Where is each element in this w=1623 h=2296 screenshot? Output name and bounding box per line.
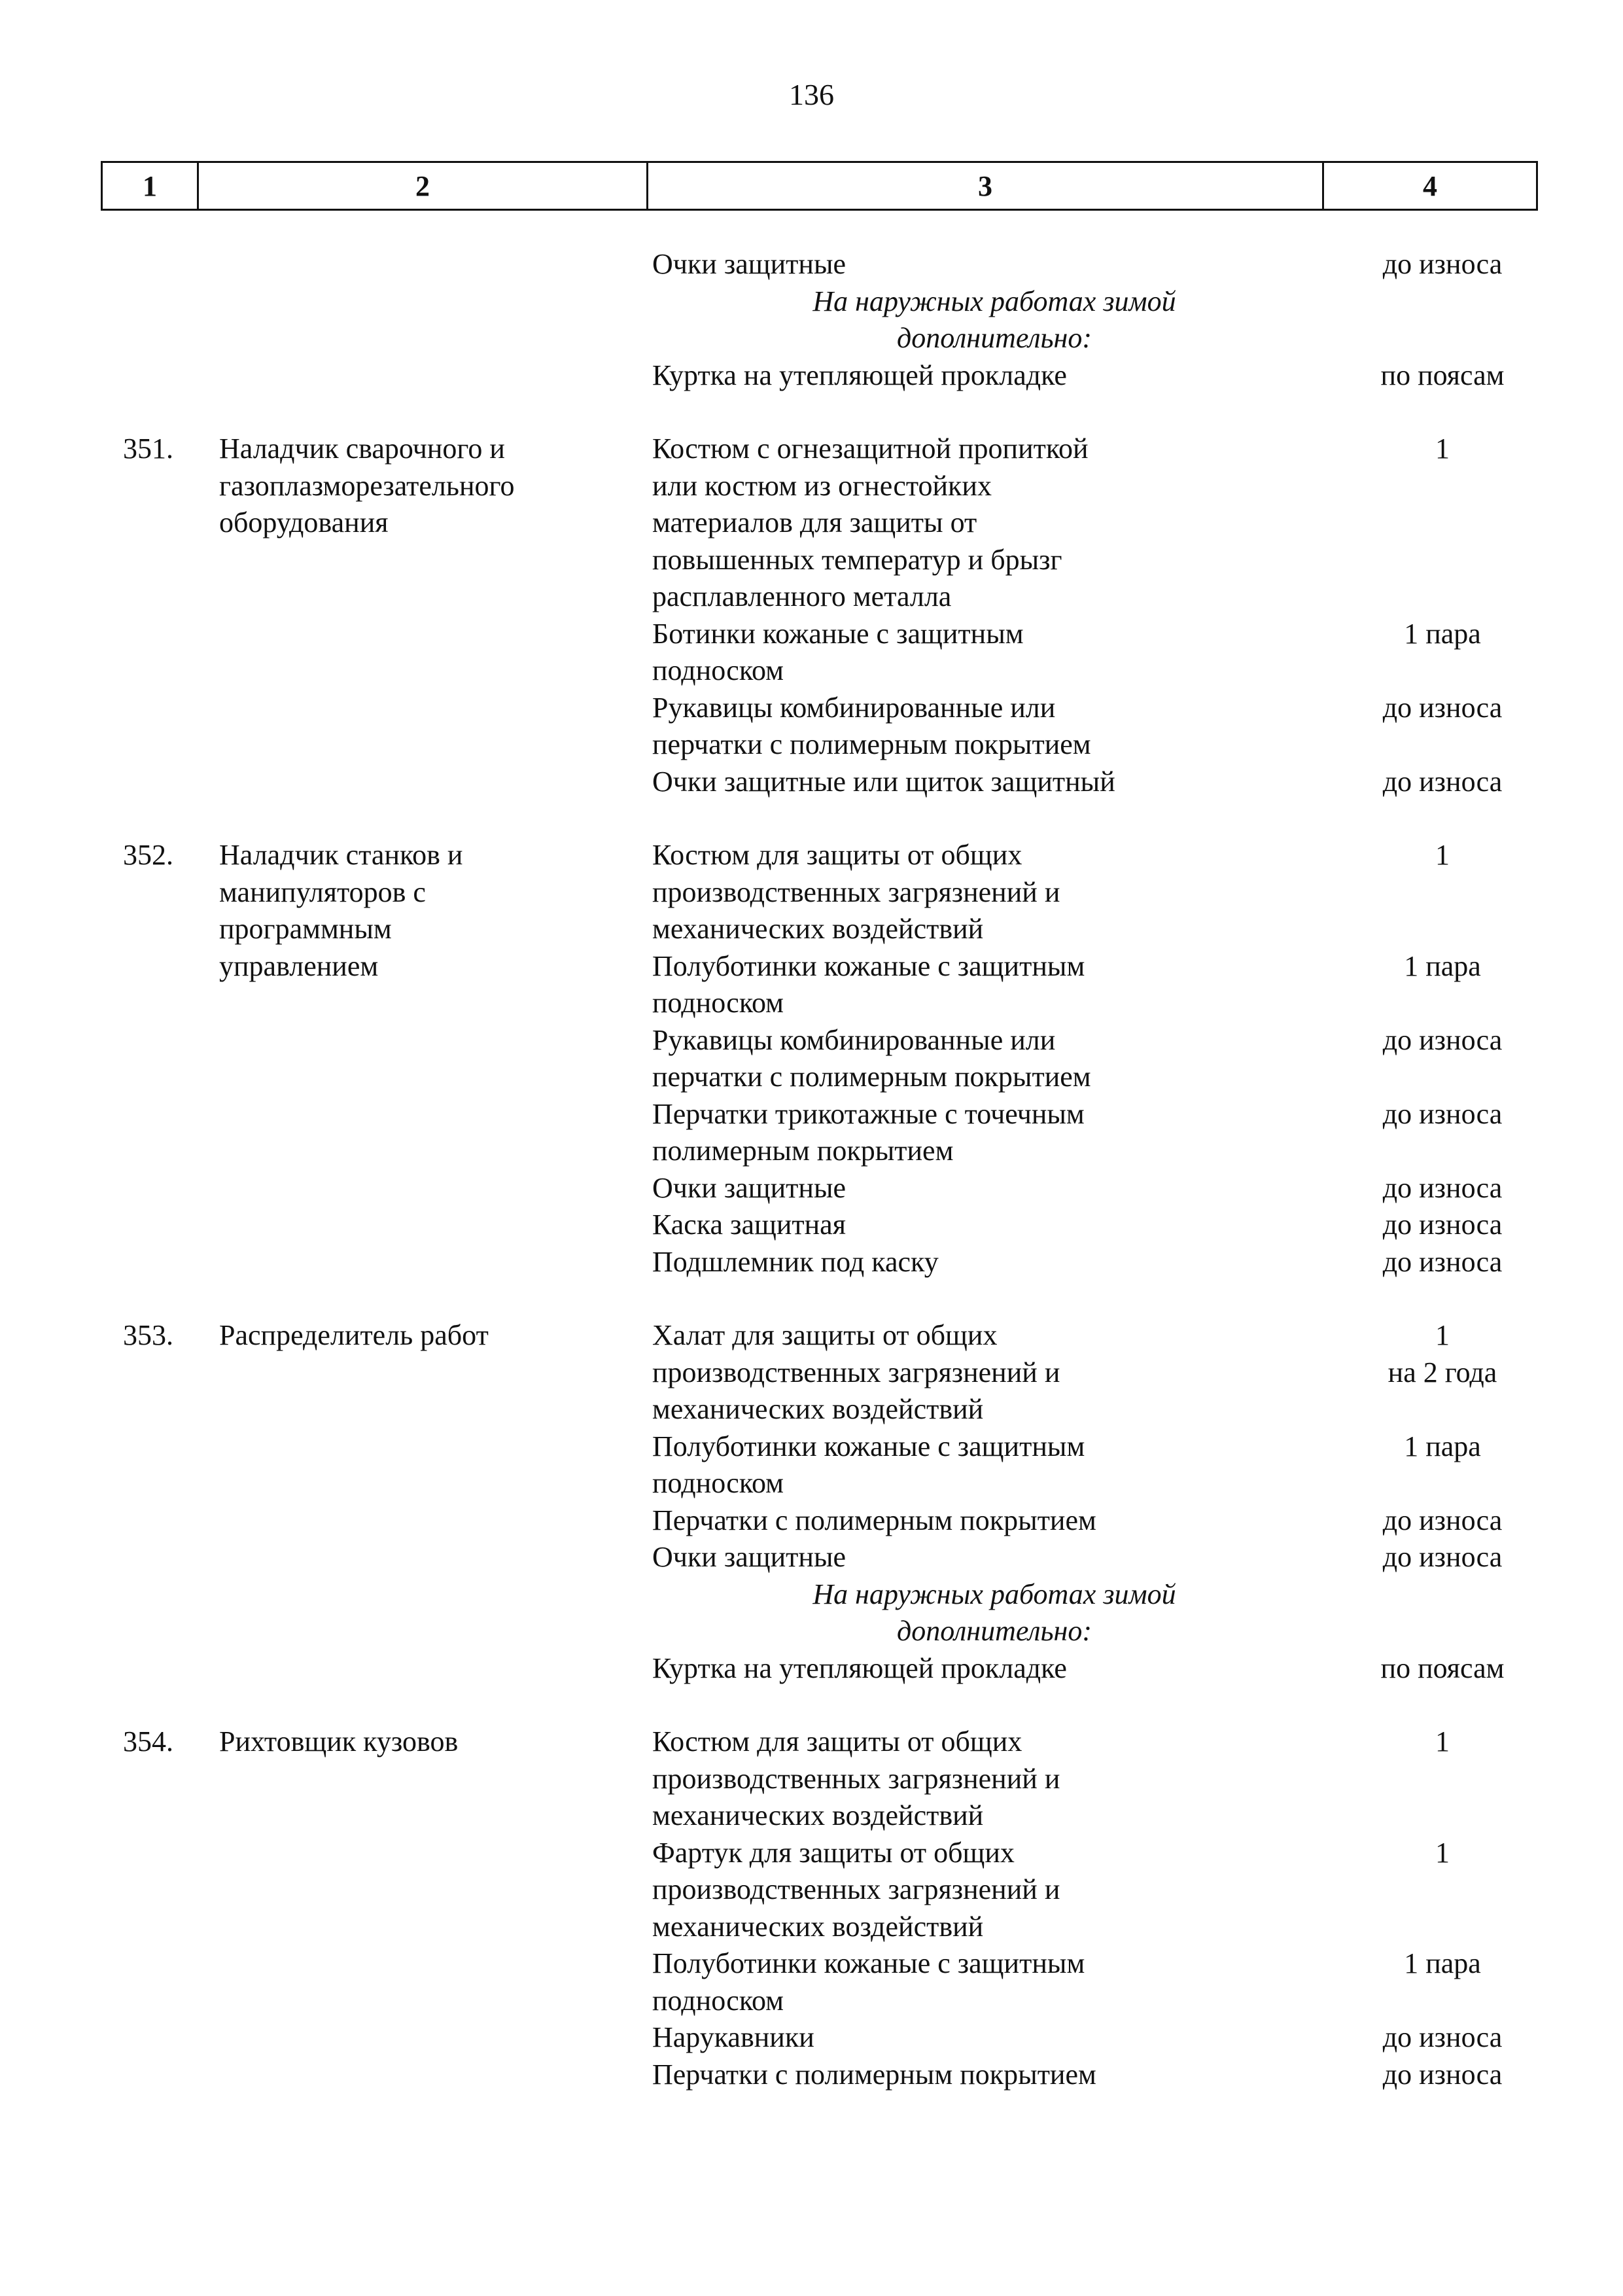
list-item: [0, 1502, 1623, 1540]
item-description: Очки защитные: [652, 248, 846, 280]
item-description: Костюм с огнезащитной пропиткой или костюм из огнестойких материалов для защиты от повышенных температур и брызг расплавленного металла: [652, 433, 1089, 612]
list-item: [0, 837, 1623, 948]
item-description: Нарукавники: [652, 2021, 814, 2053]
list-item: [0, 1650, 1623, 1687]
list-item: [0, 1428, 1623, 1502]
column-header-3: 3: [648, 162, 1323, 210]
item-description: Куртка на утепляющей прокладке: [652, 1651, 1067, 1684]
list-item: [0, 1723, 1623, 1835]
winter-note: На наружных работах зимой дополнительно:: [812, 285, 1176, 354]
item-quantity: до износа: [1382, 1504, 1503, 1536]
list-item: [0, 1945, 1623, 2019]
item-description: Каска защитная: [652, 1209, 846, 1241]
row-number: 353.: [123, 1319, 173, 1351]
list-item: [0, 1022, 1623, 1096]
item-description: Подшлемник под каску: [652, 1245, 939, 1278]
item-quantity: до износа: [1382, 2058, 1503, 2091]
list-item: [0, 1317, 1623, 1428]
item-quantity: 1 пара: [1404, 1430, 1481, 1462]
table-row-353: [0, 1317, 1623, 1687]
list-item: [0, 690, 1623, 764]
list-item: [0, 764, 1623, 801]
item-quantity: 1 на 2 года: [1387, 1319, 1497, 1388]
item-description: Костюм для защиты от общих производственных загрязнений и механических воздействий: [652, 1725, 1060, 1831]
profession-title: Наладчик станков и манипуляторов с программным управлением: [219, 839, 463, 982]
list-item: [0, 431, 1623, 616]
item-quantity: до износа: [1382, 1209, 1503, 1241]
item-quantity: 1: [1435, 839, 1450, 871]
list-item: [0, 616, 1623, 690]
item-quantity: до износа: [1382, 1023, 1503, 1056]
list-item: [0, 1170, 1623, 1207]
list-item: [0, 2019, 1623, 2057]
continuation-block: [0, 246, 1623, 394]
item-description: Перчатки с полимерным покрытием: [652, 2058, 1096, 2091]
list-item: [0, 948, 1623, 1022]
row-number: 351.: [123, 433, 173, 465]
item-quantity: до износа: [1382, 1171, 1503, 1204]
column-header-row: [102, 162, 1537, 210]
item-description: Полуботинки кожаные с защитным подноском: [652, 1430, 1085, 1499]
item-quantity: по поясам: [1380, 1651, 1505, 1684]
row-number: 352.: [123, 839, 173, 871]
item-description: Очки защитные: [652, 1171, 846, 1204]
item-description: Полуботинки кожаные с защитным подноском: [652, 949, 1085, 1019]
item-quantity: по поясам: [1380, 359, 1505, 391]
profession-title: Наладчик сварочного и газоплазморезательного оборудования: [219, 433, 515, 539]
list-item: [0, 1207, 1623, 1244]
list-item: [0, 1096, 1623, 1170]
item-description: Полуботинки кожаные с защитным подноском: [652, 1947, 1085, 2017]
item-description: Рукавицы комбинированные или перчатки с полимерным покрытием: [652, 691, 1091, 760]
item-quantity: до износа: [1382, 1245, 1503, 1278]
item-quantity: до износа: [1382, 1541, 1503, 1573]
column-header-4: 4: [1323, 162, 1537, 210]
list-item: [0, 1244, 1623, 1281]
list-item: [0, 1539, 1623, 1576]
list-item: [0, 2057, 1623, 2094]
page-number: 136: [789, 78, 834, 111]
table-row-351: [0, 431, 1623, 800]
profession-title: Рихтовщик кузовов: [219, 1725, 459, 1757]
item-quantity: 1: [1435, 433, 1450, 465]
row-number: 354.: [123, 1725, 173, 1757]
item-description: Очки защитные: [652, 1541, 846, 1573]
table-row-352: [0, 837, 1623, 1280]
item-description: Фартук для защиты от общих производственных загрязнений и механических воздействий: [652, 1836, 1060, 1943]
item-quantity: до износа: [1382, 1097, 1503, 1130]
item-description: Халат для защиты от общих производственных загрязнений и механических воздействий: [652, 1319, 1060, 1425]
item-quantity: до износа: [1382, 765, 1503, 798]
item-description: Рукавицы комбинированные или перчатки с полимерным покрытием: [652, 1023, 1091, 1093]
list-item: [0, 1835, 1623, 1946]
item-description: Перчатки трикотажные с точечным полимерным покрытием: [652, 1097, 1085, 1167]
item-description: Очки защитные или щиток защитный: [652, 765, 1115, 798]
item-quantity: 1: [1435, 1725, 1450, 1757]
list-item: [0, 357, 1623, 395]
item-description: Перчатки с полимерным покрытием: [652, 1504, 1096, 1536]
list-item: [0, 246, 1623, 283]
column-header-2: 2: [198, 162, 648, 210]
item-quantity: до износа: [1382, 2021, 1503, 2053]
item-description: Ботинки кожаные с защитным подноском: [652, 617, 1024, 686]
item-description: Костюм для защиты от общих производственных загрязнений и механических воздействий: [652, 839, 1060, 945]
item-quantity: до износа: [1382, 248, 1503, 280]
item-quantity: 1 пара: [1404, 949, 1481, 982]
item-quantity: 1 пара: [1404, 1947, 1481, 1979]
item-quantity: 1: [1435, 1836, 1450, 1869]
item-description: Куртка на утепляющей прокладке: [652, 359, 1067, 391]
item-quantity: до износа: [1382, 691, 1503, 724]
winter-note: На наружных работах зимой дополнительно:: [812, 1578, 1176, 1647]
table-body: [0, 246, 1623, 2093]
column-header-1: 1: [102, 162, 198, 210]
item-quantity: 1 пара: [1404, 617, 1481, 650]
table-row-354: [0, 1723, 1623, 2093]
column-header-table: [101, 161, 1538, 211]
profession-title: Распределитель работ: [219, 1319, 489, 1351]
